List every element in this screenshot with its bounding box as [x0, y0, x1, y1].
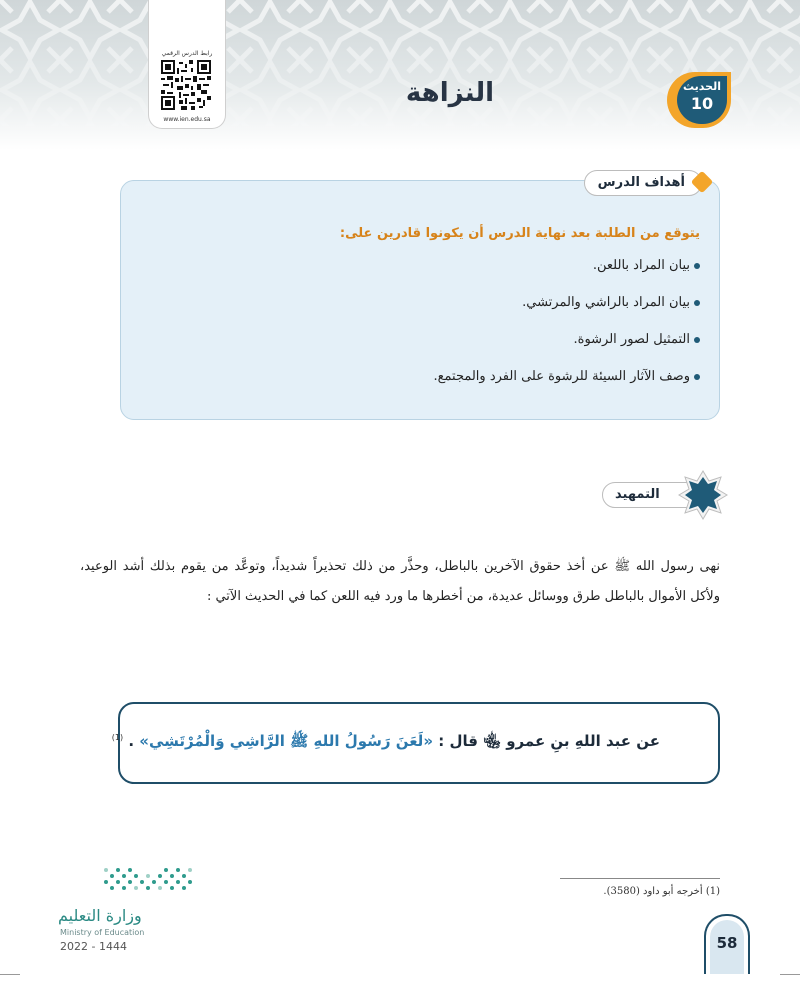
bullet-icon — [694, 300, 700, 306]
objective-item — [433, 295, 700, 313]
objectives-intro: يتوقع من الطلبة بعد نهاية الدرس أن يكونوا قادرين على: — [339, 226, 700, 241]
page-number-tab — [704, 914, 750, 974]
footnote: (1) أخرجه أبو داود (3580). — [603, 886, 720, 897]
objective-item — [433, 258, 700, 276]
bullet-icon — [694, 263, 700, 269]
objectives-heading: أهداف الدرس — [597, 175, 685, 190]
ministry-name-ar: وزارة التعليم — [58, 906, 142, 925]
badge-label: الحديث — [683, 80, 721, 93]
bullet-icon — [694, 374, 700, 380]
crop-mark — [780, 974, 800, 975]
badge-number: 10 — [690, 94, 714, 113]
ministry-name-en: Ministry of Education — [60, 928, 145, 937]
objective-text: التمثيل لصور الرشوة. — [573, 332, 690, 347]
objectives-list — [433, 258, 700, 406]
crop-mark — [0, 974, 20, 975]
ministry-emblem-icon — [102, 862, 194, 896]
objectives-heading-pill — [584, 170, 702, 196]
hadith-number-badge — [667, 72, 731, 128]
intro-heading — [596, 468, 730, 524]
objective-text: وصف الآثار السيئة للرشوة على الفرد والمجتمع. — [433, 369, 690, 384]
intro-heading-label: التمهيد — [615, 487, 660, 502]
footnote-ref[interactable]: (1) — [111, 733, 124, 742]
objective-item — [433, 369, 700, 387]
bullet-icon — [694, 337, 700, 343]
page-title: النزاهة — [405, 78, 495, 108]
qr-code-panel[interactable] — [148, 0, 226, 129]
hadith-line — [112, 732, 660, 754]
page-number: 58 — [716, 934, 738, 952]
qr-caption: رابط الدرس الرقمي — [161, 50, 213, 57]
ministry-logo — [58, 862, 218, 962]
qr-code-icon[interactable] — [161, 60, 211, 110]
octagon-star-icon — [678, 470, 728, 520]
page-number-inner — [710, 920, 744, 974]
footnote-divider — [560, 878, 720, 879]
objective-text: بيان المراد باللعن. — [592, 258, 690, 273]
badge-inner — [677, 76, 727, 124]
objective-text: بيان المراد بالراشي والمرتشي. — [522, 295, 690, 310]
objectives-heading-tab — [584, 168, 712, 198]
edition-year: 2022 - 1444 — [60, 940, 127, 953]
hadith-end: . — [128, 732, 140, 750]
objective-item — [433, 332, 700, 350]
hadith-text: «لَعَنَ رَسُولُ اللهِ ﷺ الرَّاشِي وَالْمُرْتَشِي» — [139, 732, 434, 750]
intro-paragraph: نهى رسول الله ﷺ عن أخذ حقوق الآخرين بالباطل، وحذَّر من ذلك تحذيراً شديداً، وتوعَّد من يقوم بذلك أشد الوعيد، ولأكل الأموال بالباطل طرق ووسائل عديدة، من أخطرها ما ورد فيه اللعن كما في الحديث الآتي : — [80, 559, 720, 604]
hadith-narrator: عن عبد اللهِ بنِ عمرو ﵄ قال : — [433, 732, 660, 750]
qr-url[interactable]: www.ien.edu.sa — [163, 116, 211, 123]
